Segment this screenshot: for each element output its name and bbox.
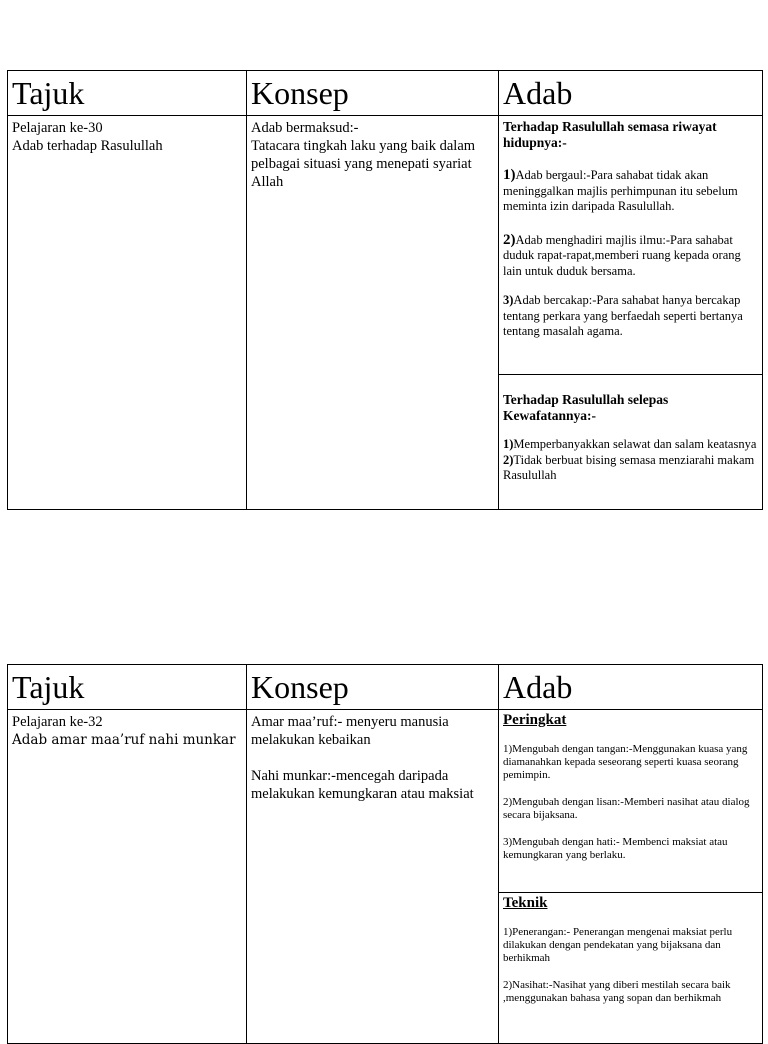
lesson-number: Pelajaran ke-30 xyxy=(12,120,103,136)
table-row xyxy=(8,710,763,893)
peringkat-cell xyxy=(499,710,763,893)
adab-after-death-heading: Terhadap Rasulullah selepas Kewafatannya:- xyxy=(503,392,669,423)
list-item: 1)Mengubah dengan tangan:-Menggunakan kuasa yang diamanahkan kepada seseorang seperti kuasa seorang pemimpin. xyxy=(503,742,748,781)
lesson-title: Adab amar maa’ruf nahi munkar xyxy=(12,732,236,748)
list-item: 1)Penerangan:- Penerangan mengenai maksiat perlu dilakukan dengan pendekatan yang bijaksana dan berhikmah xyxy=(503,925,733,964)
konsep-intro: Adab bermaksud:- xyxy=(251,120,359,136)
amar-maaruf-table xyxy=(7,664,763,1044)
list-item: 2)Nasihat:-Nasihat yang diberi mestilah secara baik ,menggunakan bahasa yang sopan dan berhikmah xyxy=(503,978,731,1004)
header-tajuk: Tajuk xyxy=(8,71,247,116)
lesson-number: Pelajaran ke-32 xyxy=(12,714,103,730)
adab-rasulullah-table xyxy=(7,70,763,510)
teknik-heading: Teknik xyxy=(503,895,548,911)
list-item: 1)Adab bergaul:-Para sahabat tidak akan meninggalkan majlis perhimpunan itu sebelum meminta izin daripada Rasulullah. xyxy=(503,167,738,213)
header-adab: Adab xyxy=(499,71,763,116)
list-item: 2)Adab menghadiri majlis ilmu:-Para sahabat duduk rapat-rapat,memberi ruang kepada orang lain untuk duduk bersama. xyxy=(503,231,741,278)
peringkat-heading: Peringkat xyxy=(503,712,567,728)
konsep-cell xyxy=(247,710,499,1044)
table-header-row xyxy=(8,665,763,710)
adab-during-life-heading: Terhadap Rasulullah semasa riwayat hidupnya:- xyxy=(503,119,717,150)
konsep-definition: Tatacara tingkah laku yang baik dalam pelbagai situasi yang menepati syariat Allah xyxy=(251,138,476,190)
header-tajuk: Tajuk xyxy=(8,665,247,710)
list-item: 3)Mengubah dengan hati:- Membenci maksiat atau kemungkaran yang berlaku. xyxy=(503,835,728,861)
list-item: 2)Mengubah dengan lisan:-Memberi nasihat atau dialog secara bijaksana. xyxy=(503,795,750,821)
list-item: 3)Adab bercakap:-Para sahabat hanya bercakap tentang perkara yang berfaedah seperti bertanya tentang masalah agama. xyxy=(503,293,743,338)
table-header-row xyxy=(8,71,763,116)
tajuk-cell xyxy=(8,710,247,1044)
konsep-cell xyxy=(247,116,499,510)
header-konsep: Konsep xyxy=(247,665,499,710)
tajuk-cell xyxy=(8,116,247,510)
teknik-cell xyxy=(499,893,763,1044)
adab-after-death-cell xyxy=(499,375,763,510)
lesson-title: Adab terhadap Rasulullah xyxy=(12,138,163,154)
header-konsep: Konsep xyxy=(247,71,499,116)
table-row xyxy=(8,116,763,375)
header-adab: Adab xyxy=(499,665,763,710)
adab-during-life-cell xyxy=(499,116,763,375)
konsep-nahi-munkar: Nahi munkar:-mencegah daripada melakukan kemungkaran atau maksiat xyxy=(251,768,474,802)
list-item: 1)Memperbanyakkan selawat dan salam keatasnya xyxy=(503,437,757,451)
list-item: 2)Tidak berbuat bising semasa menziarahi makam Rasulullah xyxy=(503,452,755,482)
konsep-amar-maaruf: Amar maa’ruf:- menyeru manusia melakukan kebaikan xyxy=(251,714,449,748)
